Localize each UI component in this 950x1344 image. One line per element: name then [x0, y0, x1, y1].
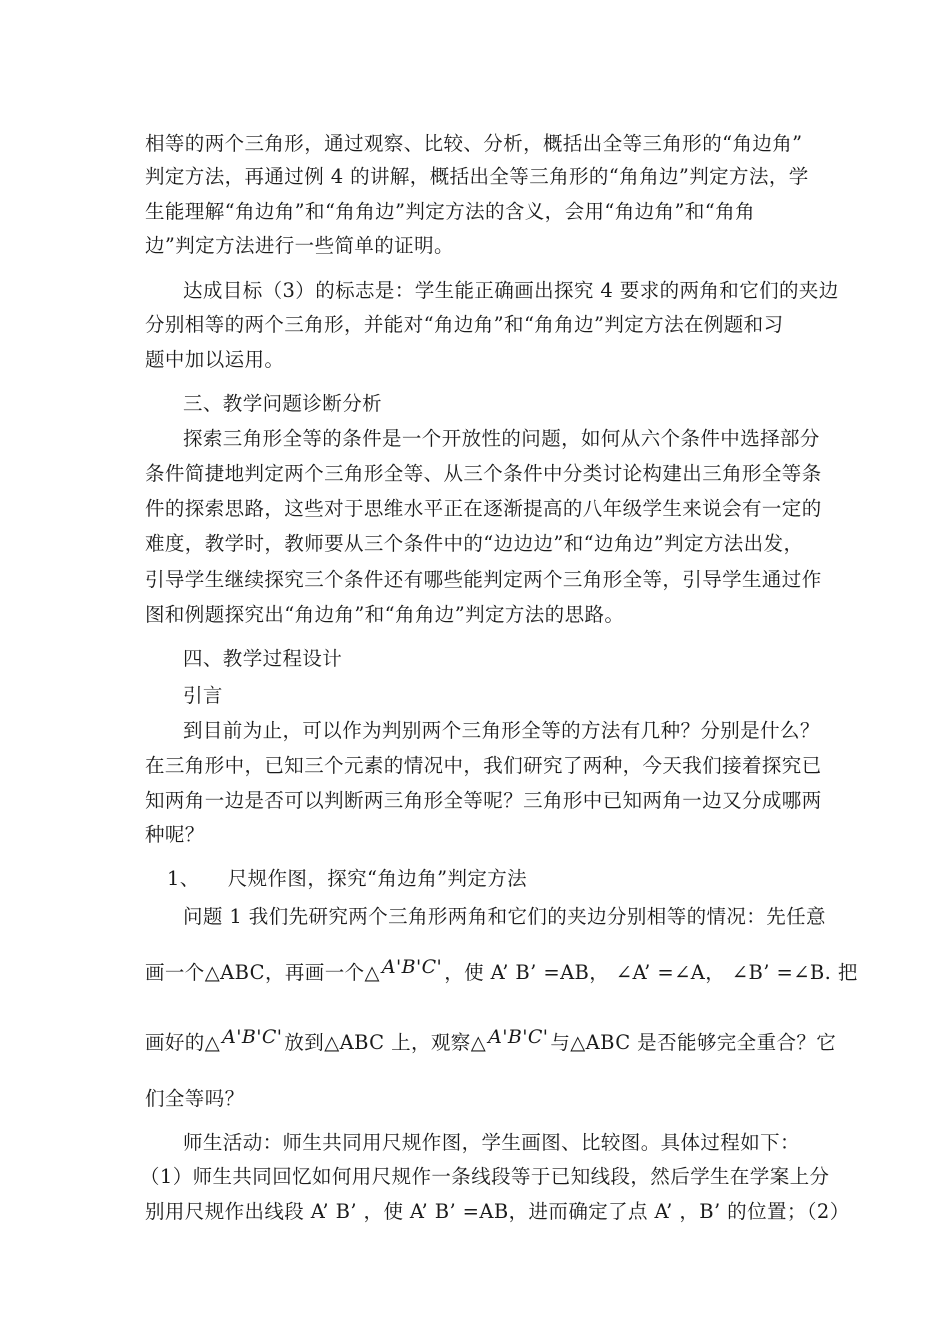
section-heading: 三、教学问题诊断分析 — [183, 392, 383, 415]
text-line: 引导学生继续探究三个条件还有哪些能判定两个三角形全等，引导学生通过作 — [145, 568, 822, 591]
text-line: 在三角形中，已知三个元素的情况中，我们研究了两种，今天我们接着探究已 — [145, 754, 822, 777]
text-line: 生能理解“角边角”和“角角边”判定方法的含义，会用“角边角”和“角角 — [145, 200, 755, 223]
text-line: 们全等吗？ — [145, 1087, 245, 1110]
list-item — [167, 863, 527, 891]
text-line: 难度，教学时，教师要从三个条件中的“边边边”和“边角边”判定方法出发， — [145, 532, 804, 555]
text-line: 种呢？ — [145, 823, 205, 846]
text-line: 相等的两个三角形，通过观察、比较、分析，概括出全等三角形的“角边角” — [145, 132, 803, 155]
section-heading: 四、教学过程设计 — [183, 647, 343, 670]
text-line: 问题 1 我们先研究两个三角形两角和它们的夹边分别相等的情况：先任意 — [183, 905, 826, 928]
text-line: 知两角一边是否可以判断两三角形全等呢？三角形中已知两角一边又分成哪两 — [145, 789, 822, 812]
text-line: 画一个△ABC，再画一个△ A'B'C' ，使 A’ B’ =AB， ∠A’ =∠A， ∠B’ =∠B. 把 — [145, 956, 858, 984]
text-line: 师生活动：师生共同用尺规作图，学生画图、比较图。具体过程如下： — [183, 1131, 800, 1154]
text-line: 分别相等的两个三角形，并能对“角边角”和“角角边”判定方法在例题和习 — [145, 313, 784, 336]
text-line: 判定方法，再通过例 4 的讲解，概括出全等三角形的“角角边”判定方法，学 — [145, 165, 809, 188]
math-formula: A'B'C' — [488, 1026, 549, 1048]
text-line: 画好的△ A'B'C' 放到△ABC 上，观察△ A'B'C' 与△ABC 是否能够完全重合？它 — [145, 1026, 837, 1054]
list-item-text: 尺规作图，探究“角边角”判定方法 — [227, 867, 528, 890]
text-line: 图和例题探究出“角边角”和“角角边”判定方法的思路。 — [145, 603, 625, 626]
text-line: 件的探索思路，这些对于思维水平正在逐渐提高的八年级学生来说会有一定的 — [145, 497, 822, 520]
text-line: 条件简捷地判定两个三角形全等、从三个条件中分类讨论构建出三角形全等条 — [145, 462, 822, 485]
subheading: 引言 — [183, 684, 223, 707]
list-item-number: 1、 — [167, 867, 200, 890]
math-formula: A'B'C' — [381, 956, 443, 978]
text-line: 题中加以运用。 — [145, 348, 285, 371]
text-line: 探索三角形全等的条件是一个开放性的问题，如何从六个条件中选择部分 — [183, 427, 820, 450]
math-formula: A'B'C' — [222, 1026, 283, 1048]
text-line: 别用尺规作出线段 A’ B’ ，使 A’ B’ =AB，进而确定了点 A’ ，B’ 的位置；（2） — [145, 1200, 850, 1223]
text-line: （1）师生共同回忆如何用尺规作一条线段等于已知线段，然后学生在学案上分 — [140, 1165, 830, 1188]
text-line: 边”判定方法进行一些简单的证明。 — [145, 234, 454, 257]
text-line: 到目前为止，可以作为判别两个三角形全等的方法有几种？分别是什么？ — [183, 719, 820, 742]
text-line: 达成目标（3）的标志是：学生能正确画出探究 4 要求的两角和它们的夹边 — [183, 279, 839, 302]
